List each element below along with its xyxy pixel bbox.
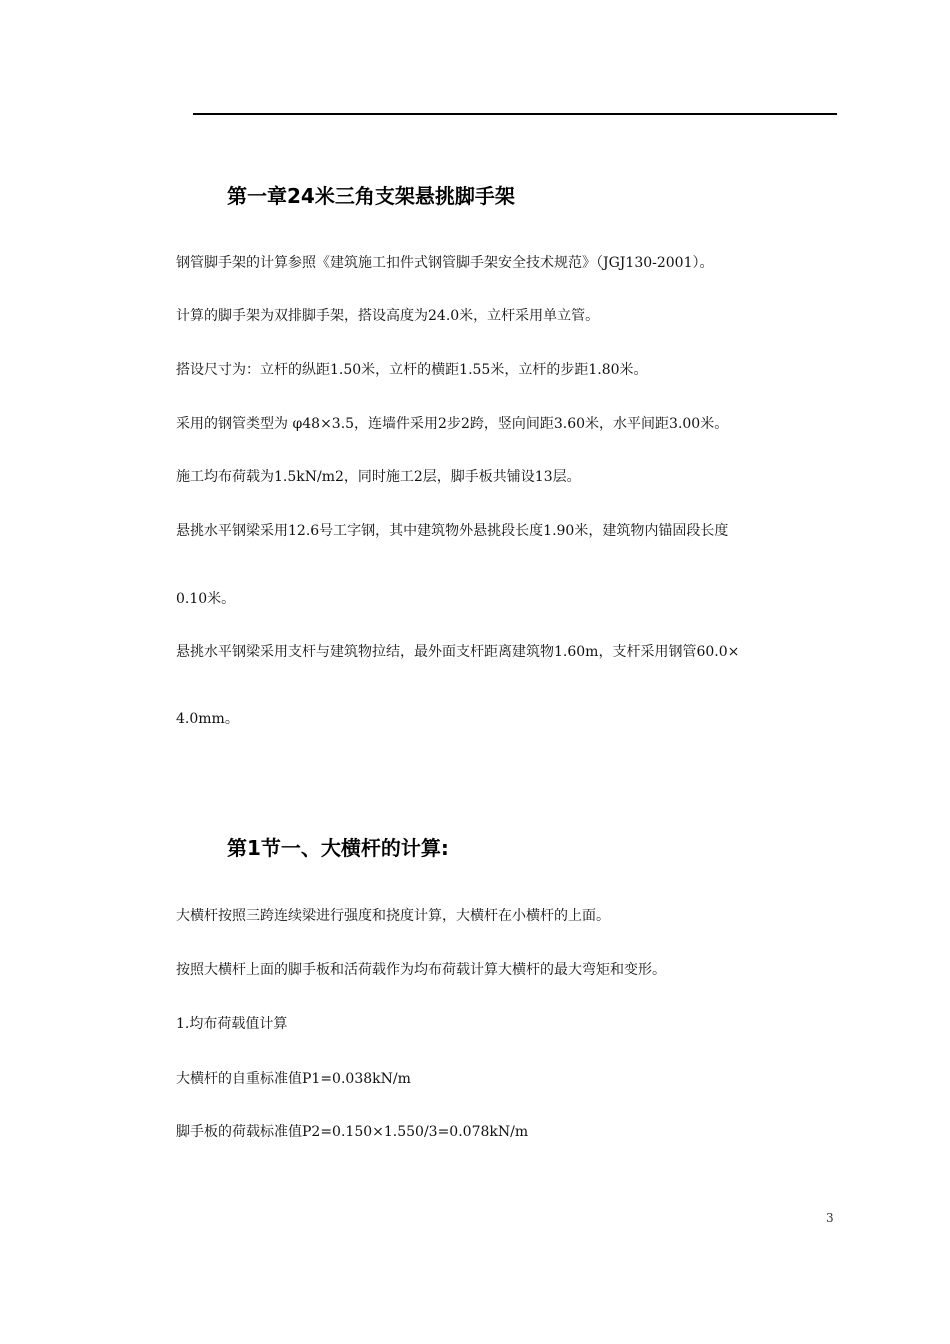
paragraph-load-basis: 按照大横杆上面的脚手板和活荷载作为均布荷载计算大横杆的最大弯矩和变形。 — [176, 962, 666, 978]
paragraph-uniform-load-heading: 1.均布荷载值计算 — [176, 1016, 288, 1032]
paragraph-cantilever-beam: 悬挑水平钢梁采用12.6号工字钢，其中建筑物外悬挑段长度1.90米，建筑物内锚固段长度 — [176, 523, 729, 539]
paragraph-steel-pipe: 采用的钢管类型为 φ48×3.5，连墙件采用2步2跨，竖向间距3.60米，水平间距3.00米。 — [176, 416, 729, 432]
paragraph-strut-cont: 4.0mm。 — [176, 711, 239, 727]
paragraph-scaffold-type: 计算的脚手架为双排脚手架，搭设高度为24.0米，立杆采用单立管。 — [176, 308, 600, 324]
chapter-heading: 第一章24米三角支架悬挑脚手架 — [227, 184, 515, 208]
paragraph-construction-load: 施工均布荷载为1.5kN/m2，同时施工2层，脚手板共铺设13层。 — [176, 469, 581, 485]
section-heading: 第1节一、大横杆的计算: — [227, 836, 449, 860]
paragraph-board-load: 脚手板的荷载标准值P2=0.150×1.550/3=0.078kN/m — [176, 1124, 529, 1140]
paragraph-self-weight: 大横杆的自重标准值P1=0.038kN/m — [176, 1071, 411, 1087]
paragraph-cantilever-beam-cont: 0.10米。 — [176, 591, 236, 607]
paragraph-dimensions: 搭设尺寸为：立杆的纵距1.50米，立杆的横距1.55米，立杆的步距1.80米。 — [176, 362, 648, 378]
paragraph-strut: 悬挑水平钢梁采用支杆与建筑物拉结，最外面支杆距离建筑物1.60m，支杆采用钢管60.0× — [176, 644, 740, 660]
paragraph-spec-reference: 钢管脚手架的计算参照《建筑施工扣件式钢管脚手架安全技术规范》（JGJ130-2001）。 — [176, 255, 714, 271]
header-rule — [193, 113, 837, 115]
paragraph-calc-method: 大横杆按照三跨连续梁进行强度和挠度计算，大横杆在小横杆的上面。 — [176, 908, 610, 924]
page-number: 3 — [826, 1211, 834, 1225]
